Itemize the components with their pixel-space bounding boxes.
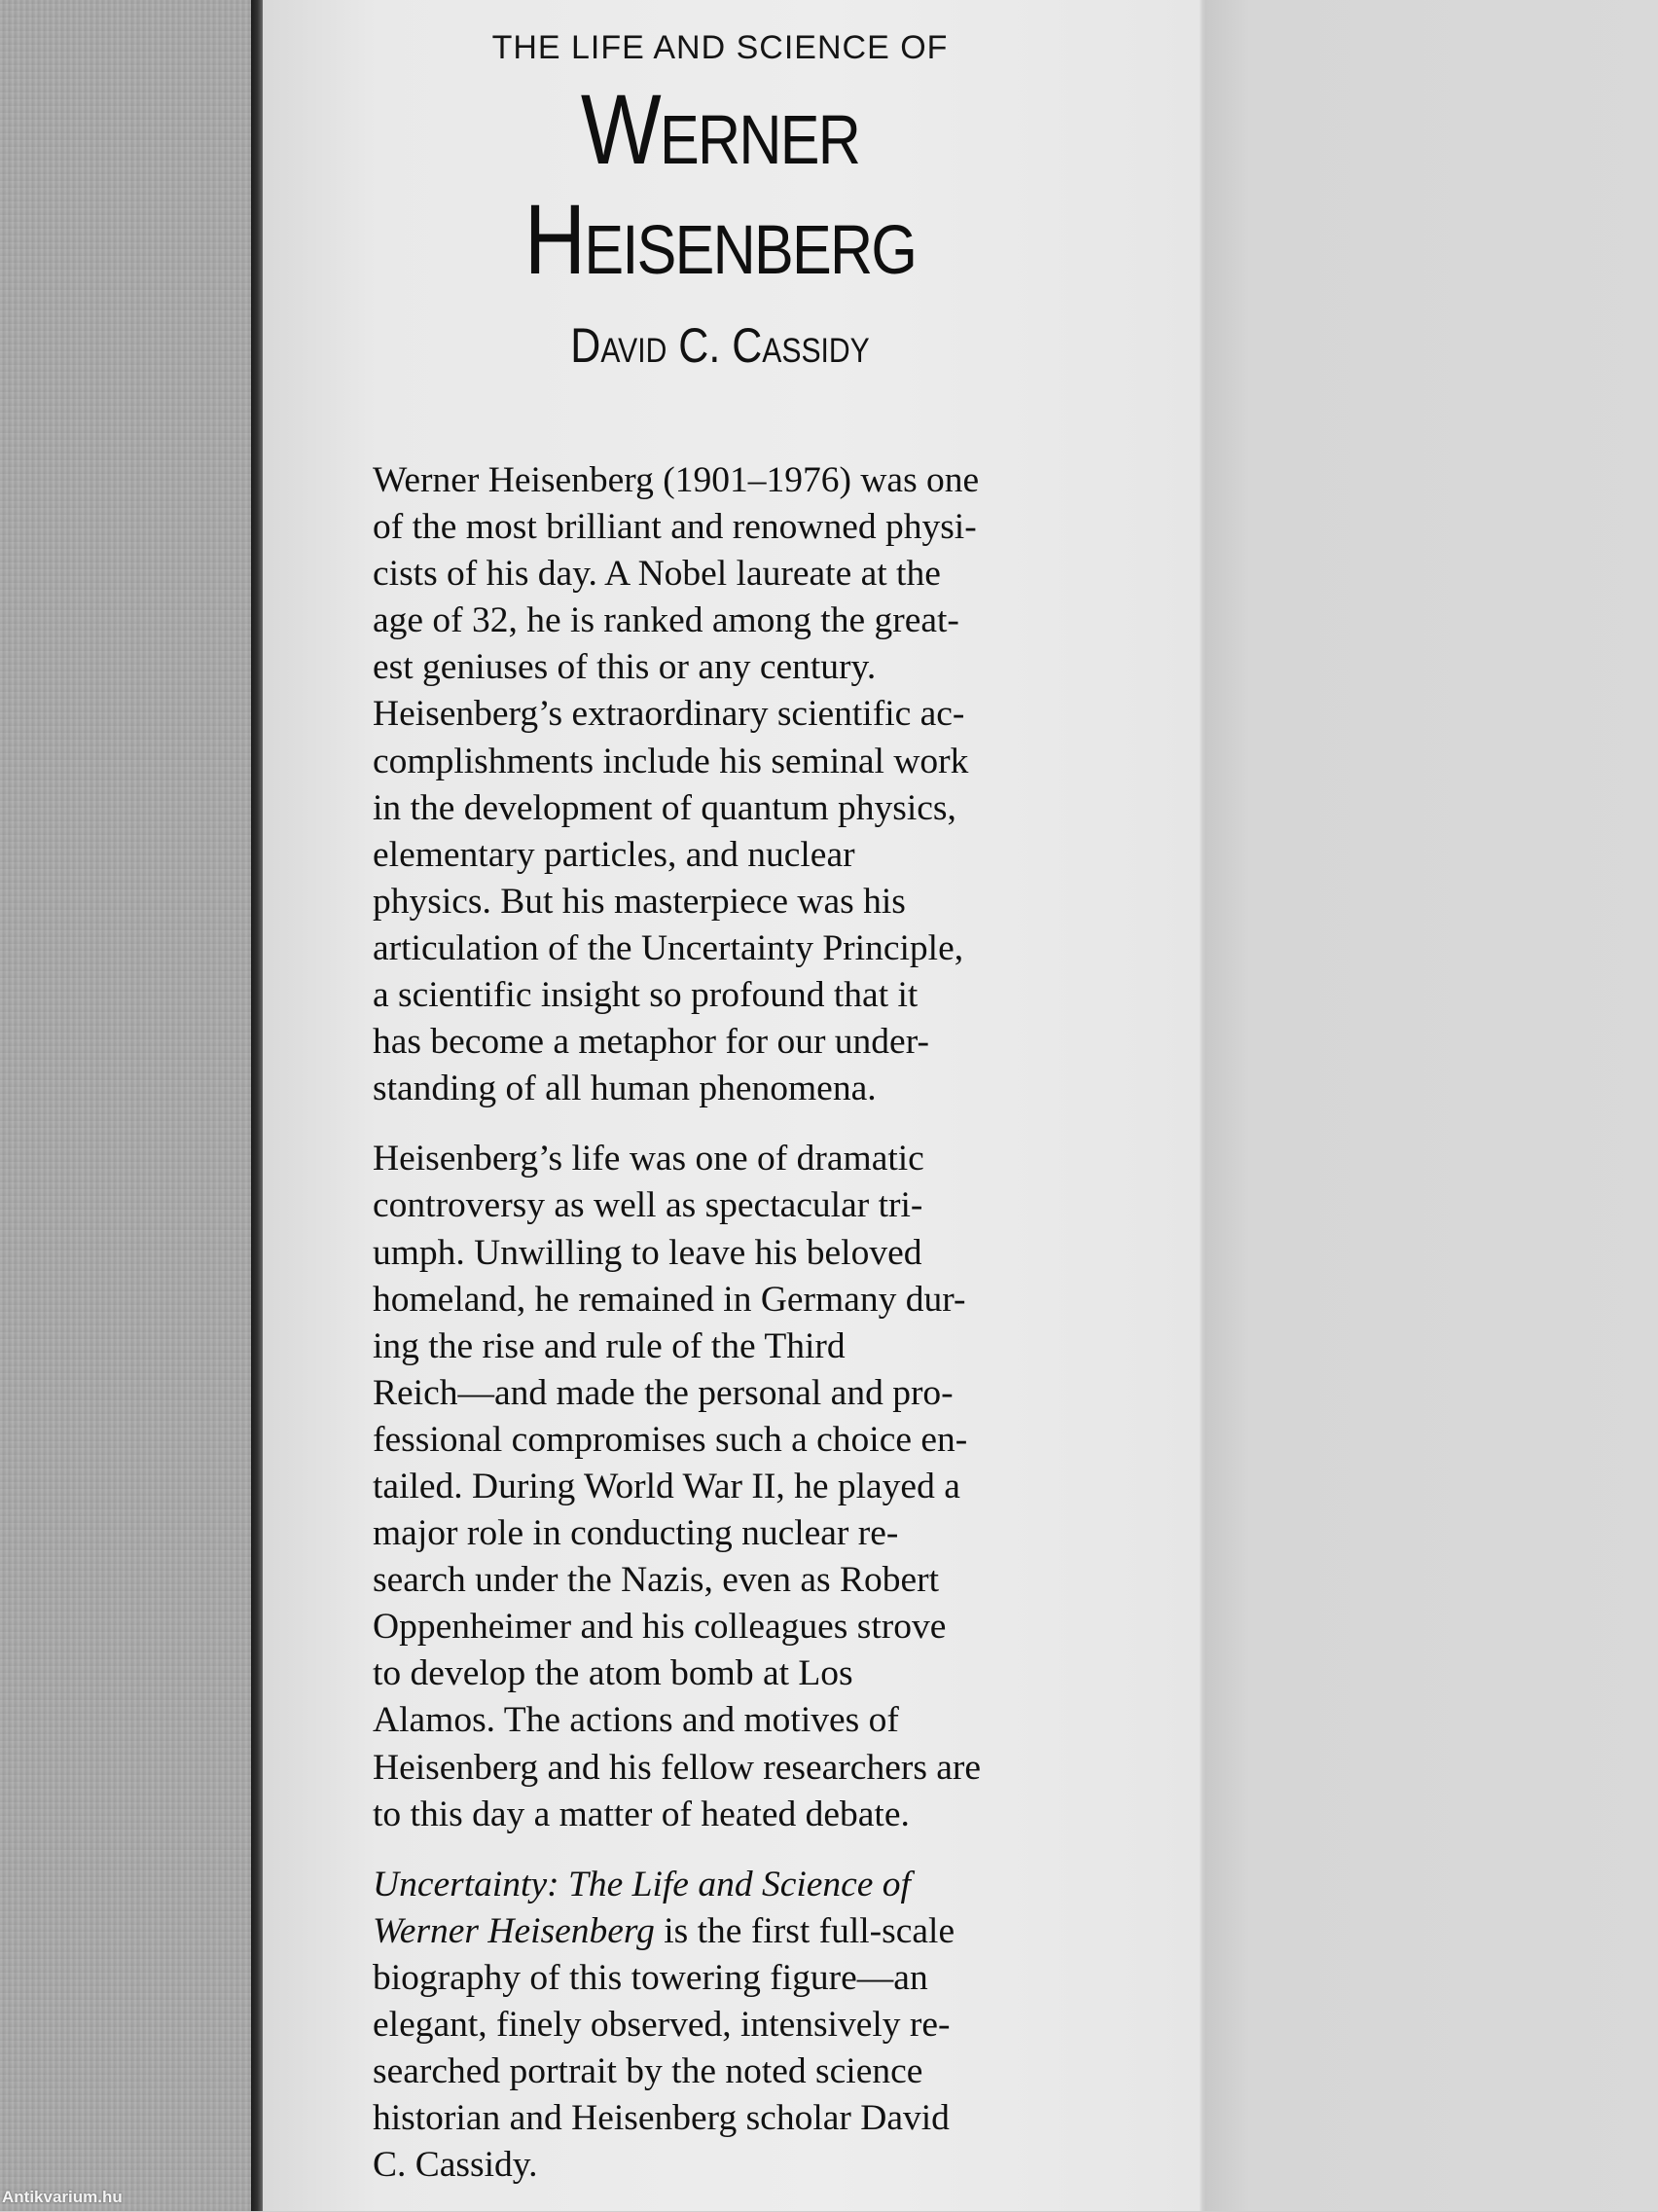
text-line: est geniuses of this or any century.	[373, 647, 877, 688]
supertitle: THE LIFE AND SCIENCE OF	[491, 29, 949, 66]
right-page	[1205, 0, 1658, 2211]
text-line	[373, 1908, 1098, 1955]
text-line: age of 32, he is ranked among the great-	[373, 600, 959, 641]
text-line: historian and Heisenberg scholar David	[373, 2098, 950, 2139]
text-line: standing of all human phenomena.	[373, 1069, 877, 1109]
title-line-1: Werner	[580, 74, 860, 185]
text-line: elegant, finely observed, intensively re-	[373, 2005, 951, 2045]
book-title-italic: Werner Heisenberg	[373, 1910, 655, 1951]
text-line: in the development of quantum physics,	[373, 787, 956, 828]
text-line: Heisenberg and his fellow researchers are	[373, 1747, 982, 1788]
text-line: umph. Unwilling to leave his beloved	[373, 1232, 922, 1273]
title-line-2: Heisenberg	[523, 184, 917, 295]
text-line: cists of his day. A Nobel laureate at the	[373, 554, 941, 595]
text-line: search under the Nazis, even as Robert	[373, 1560, 940, 1601]
text-line: C. Cassidy.	[373, 2145, 538, 2186]
text-line: Heisenberg’s extraordinary scientific ac-	[373, 694, 965, 735]
text-line: biography of this towering figure—an	[373, 1957, 928, 1998]
book-spine	[0, 0, 251, 2211]
text-line: tailed. During World War II, he played a	[373, 1466, 960, 1506]
flap-body-text	[373, 457, 1098, 2212]
text-line: homeland, he remained in Germany dur-	[373, 1279, 966, 1320]
text-line: fessional compromises such a choice en-	[373, 1419, 968, 1460]
spine-edge	[251, 0, 263, 2211]
text-line: major role in conducting nuclear re-	[373, 1513, 899, 1554]
text-line: complishments include his seminal work	[373, 741, 969, 781]
text-line: of the most brilliant and renowned physi-	[373, 507, 977, 548]
text-line: ing the rise and rule of the Third	[373, 1325, 846, 1366]
author-name: David C. Cassidy	[570, 318, 870, 373]
text-line: searched portrait by the noted science	[373, 2051, 923, 2092]
book-title-italic: Uncertainty: The Life and Science of	[373, 1864, 911, 1904]
text-line: Alamos. The actions and motives of	[373, 1700, 899, 1741]
paragraph-2	[373, 1136, 1098, 1837]
watermark: Antikvarium.hu	[2, 2188, 123, 2206]
text-line: elementary particles, and nuclear	[373, 834, 855, 875]
text-line: Werner Heisenberg (1901–1976) was one	[373, 460, 980, 500]
text-line: Heisenberg’s life was one of dramatic	[373, 1139, 924, 1179]
text-line: to develop the atom bomb at Los	[373, 1653, 853, 1694]
text-line: a scientific insight so profound that it	[373, 975, 919, 1016]
text-line: to this day a matter of heated debate.	[373, 1794, 910, 1834]
text-line: has become a metaphor for our under-	[373, 1022, 929, 1063]
text-line: Oppenheimer and his colleagues strove	[373, 1607, 947, 1648]
paragraph-1	[373, 457, 1098, 1112]
text-line	[373, 1862, 1098, 1908]
text-run: is the first full-scale	[654, 1910, 955, 1951]
text-line: physics. But his masterpiece was his	[373, 881, 906, 922]
text-line: Reich—and made the personal and pro-	[373, 1372, 954, 1413]
text-line: controversy as well as spectacular tri-	[373, 1185, 923, 1226]
paragraph-3	[373, 1862, 1098, 2190]
text-line: articulation of the Uncertainty Principle,	[373, 927, 964, 968]
